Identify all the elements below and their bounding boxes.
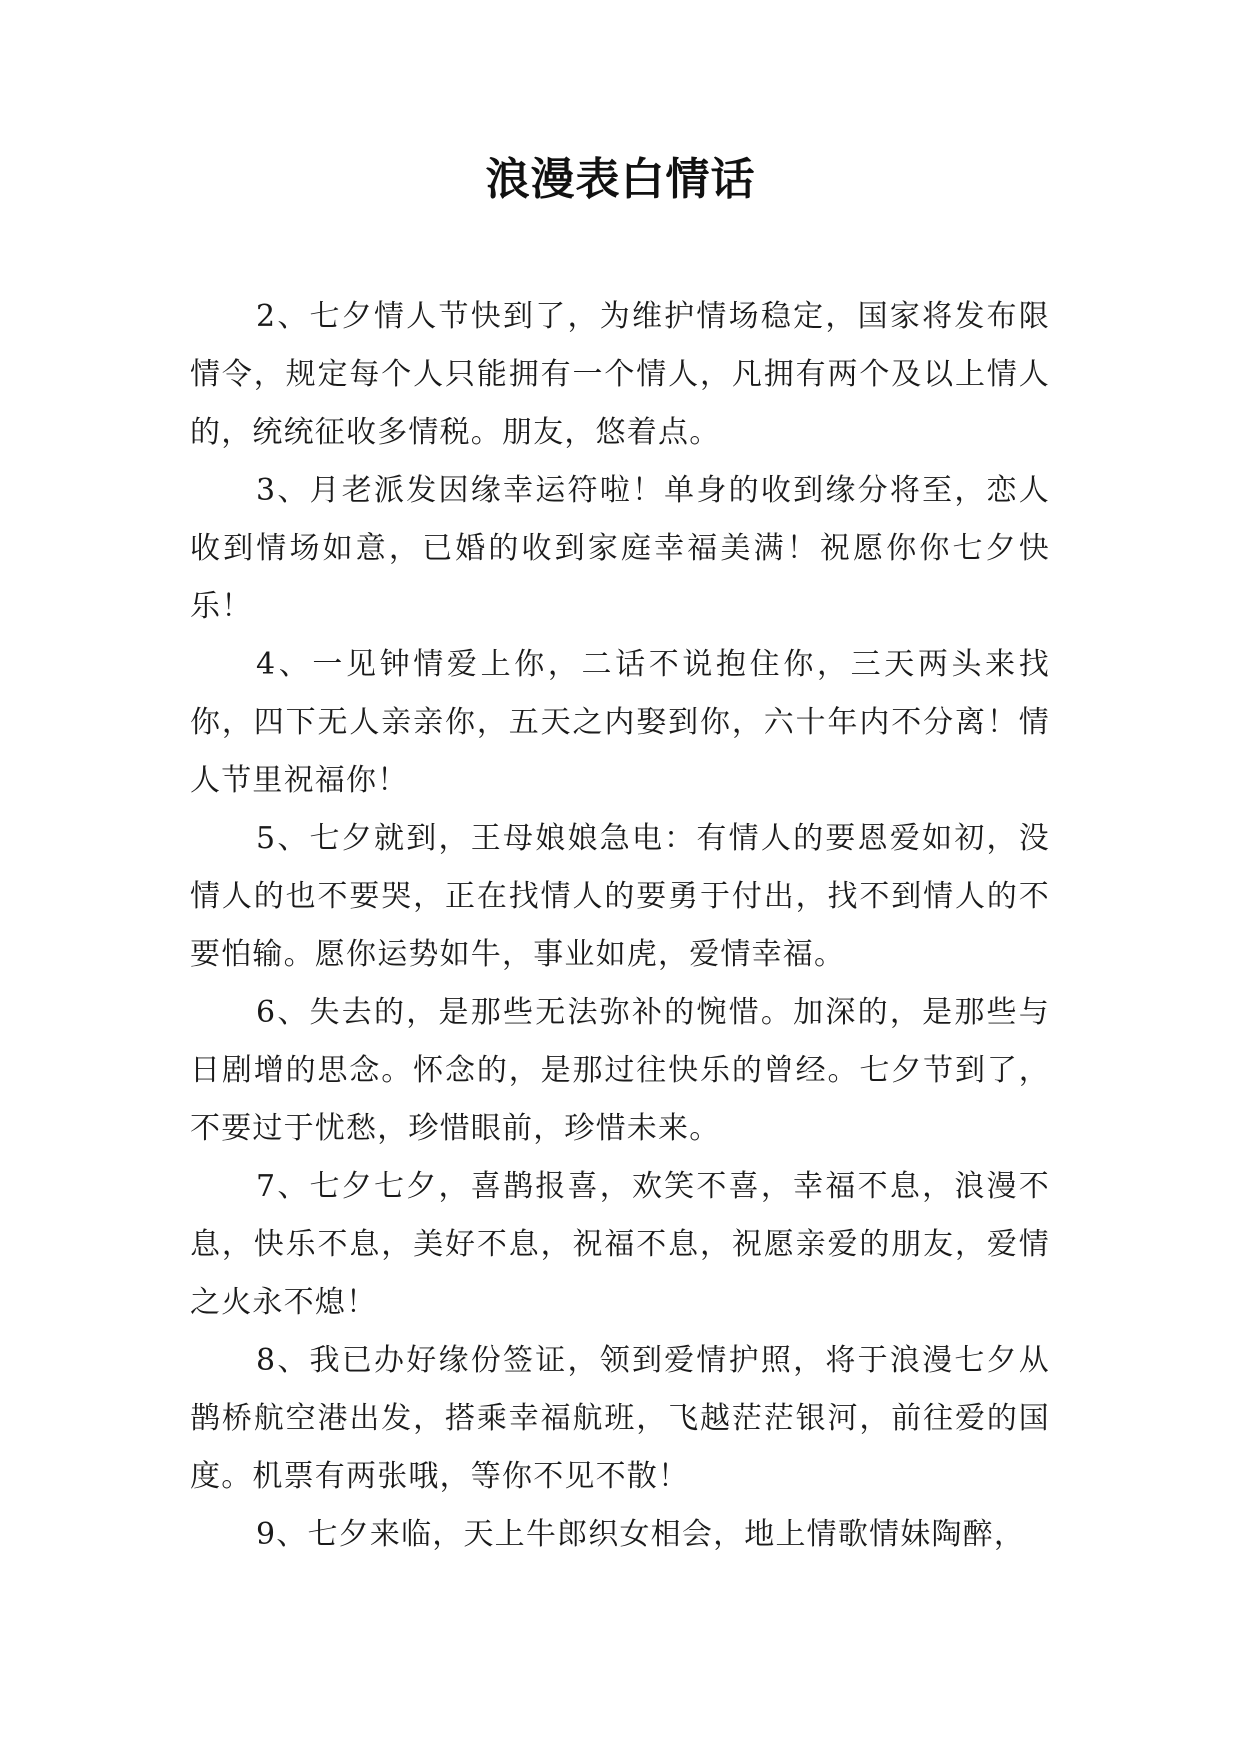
paragraph: 9、七夕来临，天上牛郎织女相会，地上情歌情妹陶醉，	[256, 1517, 1026, 1552]
paragraph: 7、七夕七夕，喜鹊报喜，欢笑不喜，幸福不息，浪漫不息，快乐不息，美好不息，祝福不息，祝愿亲爱的朋友，爱情之火永不熄！	[190, 1169, 1050, 1320]
paragraph: 3、月老派发因缘幸运符啦！单身的收到缘分将至，恋人收到情场如意，已婚的收到家庭幸福美满！祝愿你你七夕快乐！	[190, 473, 1050, 624]
paragraph: 4、一见钟情爱上你，二话不说抱住你，三天两头来找你，四下无人亲亲你，五天之内娶到你，六十年内不分离！情人节里祝福你！	[190, 647, 1050, 798]
paragraph: 8、我已办好缘份签证，领到爱情护照，将于浪漫七夕从鹊桥航空港出发，搭乘幸福航班，飞越茫茫银河，前往爱的国度。机票有两张哦，等你不见不散！	[190, 1343, 1050, 1494]
document-body	[190, 288, 1050, 1564]
paragraph: 6、失去的，是那些无法弥补的惋惜。加深的，是那些与日剧增的思念。怀念的，是那过往快乐的曾经。七夕节到了，不要过于忧愁，珍惜眼前，珍惜未来。	[190, 995, 1050, 1146]
paragraph: 2、七夕情人节快到了，为维护情场稳定，国家将发布限情令，规定每个人只能拥有一个情人，凡拥有两个及以上情人的，统统征收多情税。朋友，悠着点。	[190, 299, 1050, 450]
paragraph: 5、七夕就到，王母娘娘急电：有情人的要恩爱如初，没情人的也不要哭，正在找情人的要勇于付出，找不到情人的不要怕输。愿你运势如牛，事业如虎，爱情幸福。	[190, 821, 1050, 972]
document-title: 浪漫表白情话	[485, 154, 756, 205]
